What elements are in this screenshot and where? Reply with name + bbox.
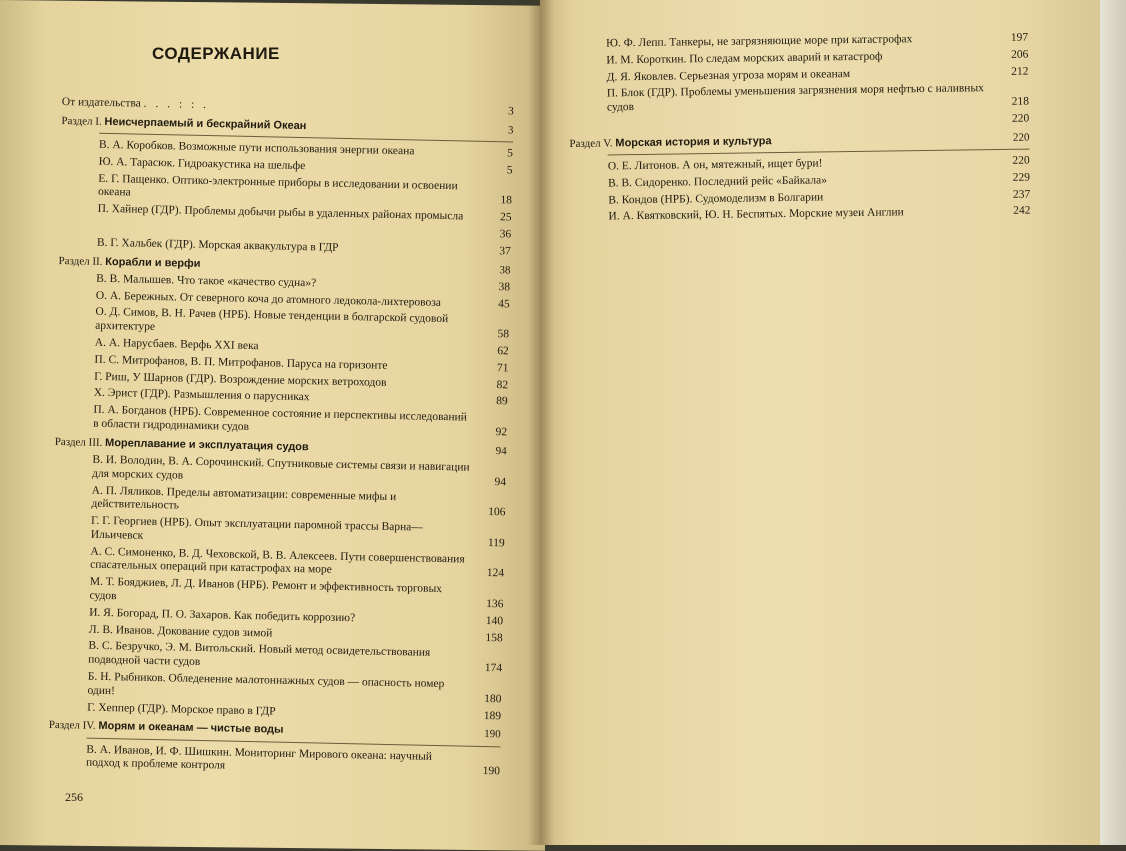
entry-text: А. А. Нарусбаев. Верфь XXI века [94,336,259,353]
entry-text: Г. Хеппер (ГДР). Морское право в ГДР [87,701,276,718]
entry-text: И. Я. Богорад, П. О. Захаров. Как победить коррозию? [89,606,356,625]
entry-text: П. А. Богданов (НРБ). Современное состояние и перспективы исследований в области гидродинамики судов [93,403,468,433]
section-page: 190 [484,728,501,741]
entry-text: П. Хайнер (ГДР). Проблемы добычи рыбы в удаленных районах промысла [97,202,464,223]
toc-left-column [48,96,514,783]
entry-page: 89 [496,395,508,408]
entry-text: Д. Я. Яковлев. Серьезная угроза морям и океанам [606,67,851,84]
entry-text: О. Д. Симов, В. Н. Рачев (НРБ). Новые тенденции в болгарской судовой архитектуре [95,306,449,334]
preface-page: 3 [507,105,514,118]
section-heading [569,131,1029,151]
entry-page: 18 [500,194,513,207]
entry-text: Е. Г. Пащенко. Оптико-электронные приборы в исследовании и освоении океана [97,172,458,199]
toc-entry [569,113,1029,133]
section-page: 3 [507,124,514,137]
entry-page: 197 [1010,31,1029,44]
preface-dots: . . . : : . [143,97,210,112]
section-title: Морям и океанам — чистые воды [98,720,284,737]
entry-page: 119 [487,536,505,550]
entry-page: 189 [483,709,502,722]
entry-page: 212 [1011,65,1029,78]
entry-page: 62 [497,345,509,358]
section-label: Раздел V. [569,137,613,150]
section-label: Раздел II. [58,254,103,268]
entry-text: В. В. Малышев. Что такое «качество судна»? [96,272,317,290]
toc-entry [570,205,1030,225]
section-label: Раздел III. [54,435,103,449]
entry-text: Г. Риш, У Шарнов (ГДР). Возрождение морских ветроходов [94,370,387,389]
entry-page: 124 [486,567,505,580]
entry-page: 58 [497,328,510,341]
entry-text: И. М. Короткин. По следам морских аварий и катастроф [606,50,883,67]
entry-text: В. С. Безручко, Э. М. Витольский. Новый метод освидетельствования подводной части судов [88,640,431,669]
entry-text: Б. Н. Рыбников. Обледенение малотоннажных судов — опасность номер один! [87,670,445,698]
section-title: Мореплавание и эксплуатация судов [104,436,309,453]
entry-page: 25 [499,211,512,224]
entry-page: 220 [1011,112,1030,125]
section-title: Морская история и культура [615,134,772,150]
entry-page: 5 [506,164,513,177]
page-number: 256 [65,790,83,804]
entry-page: 106 [487,506,506,519]
section-label: Раздел IV. [48,719,96,733]
entry-text: А. П. Ляликов. Пределы автоматизации: современные мифы и действительность [91,484,397,512]
entry-text: О. А. Бережных. От северного коча до атомного ледокола-лихтеровоза [95,289,442,309]
entry-page: 37 [499,244,511,258]
entry-page: 220 [1012,154,1030,167]
toc-entry [569,82,1029,116]
entry-text: О. Е. Литонов. А он, мятежный, ищет бури! [607,157,823,173]
entry-text: П. Блок (ГДР). Проблемы уменьшения загрязнения моря нефтью с наливных судов [606,82,984,114]
section-label: Раздел I. [61,114,102,128]
entry-page: 136 [486,598,504,611]
toc-entry [48,742,500,779]
entry-page: 190 [482,765,501,778]
entry-page: 218 [1011,95,1030,108]
entry-text: Ю. Ф. Лепп. Танкеры, не загрязняющие море при катастрофах [605,33,913,50]
entry-page: 92 [495,426,508,439]
entry-page: 158 [485,631,503,645]
entry-text: Ю. А. Тарасюк. Гидроакустика на шельфе [98,155,306,172]
entry-page: 71 [496,361,509,375]
entry-page: 206 [1010,48,1029,61]
entry-text: И. А. Квятковский, Ю. Н. Беспятых. Морские музеи Англии [608,206,904,223]
entry-text: В. А. Иванов, И. Ф. Шишкин. Мониторинг Мирового океана: научный подход к проблеме контроля [85,743,433,772]
entry-text: Л. В. Иванов. Докование судов зимой [88,623,273,640]
entry-text: В. А. Коробков. Возможные пути использования энергии океана [98,138,415,158]
entry-text: А. С. Симоненко, В. Д. Чеховской, В. В. Алексеев. Пути совершенствования спасательных операций при катастрофах на море [90,545,465,577]
divider [608,149,1030,156]
entry-page: 45 [498,297,510,310]
toc-right-column [568,32,1031,229]
entry-page: 237 [1012,188,1031,201]
preface-title: От издательства [61,96,141,110]
section-title: Корабли и верфи [105,255,201,270]
entry-page: 229 [1012,171,1031,184]
entry-text: Х. Эрист (ГДР). Размышления о парусниках [93,387,310,404]
entry-page: 36 [499,228,512,241]
book-spine [528,0,554,845]
section-page: 94 [495,444,507,458]
entry-text: В. В. Сидоренко. Последний рейс «Байкала» [607,174,828,190]
entry-page: 140 [485,614,504,628]
entry-page: 5 [507,147,514,160]
page-title: СОДЕРЖАНИЕ [152,44,280,63]
section-page: 38 [499,263,511,276]
entry-page: 180 [484,692,502,706]
entry-text: В. Кондов (НРБ). Судомоделизм в Болгарии [608,191,824,207]
entry-text: Г. Г. Георгиев (НРБ). Опыт эксплуатации паромной трассы Варна—Ильичевск [90,514,423,542]
section-page: 220 [1012,131,1030,144]
entry-text: В. Г. Хальбек (ГДР). Морская аквакультура в ГДР [96,236,339,254]
entry-text: В. И. Володин, В. А. Сорочинский. Спутниковые системы связи и навигации для морских судов [91,453,470,482]
entry-page: 82 [496,378,509,391]
section-title: Неисчерпаемый и бескрайний Океан [104,115,307,132]
entry-page: 174 [484,662,503,675]
entry-page: 38 [498,280,511,294]
toc-entry [55,403,507,440]
entry-text: М. Т. Бояджиев, Л. Д. Иванов (НРБ). Ремонт и эффективность торговых судов [89,575,443,603]
entry-page: 242 [1013,204,1031,218]
entry-text [607,127,993,132]
entry-text: П. С. Митрофанов, В. П. Митрофанов. Паруса на горизонте [94,353,388,372]
entry-page: 94 [494,475,507,489]
